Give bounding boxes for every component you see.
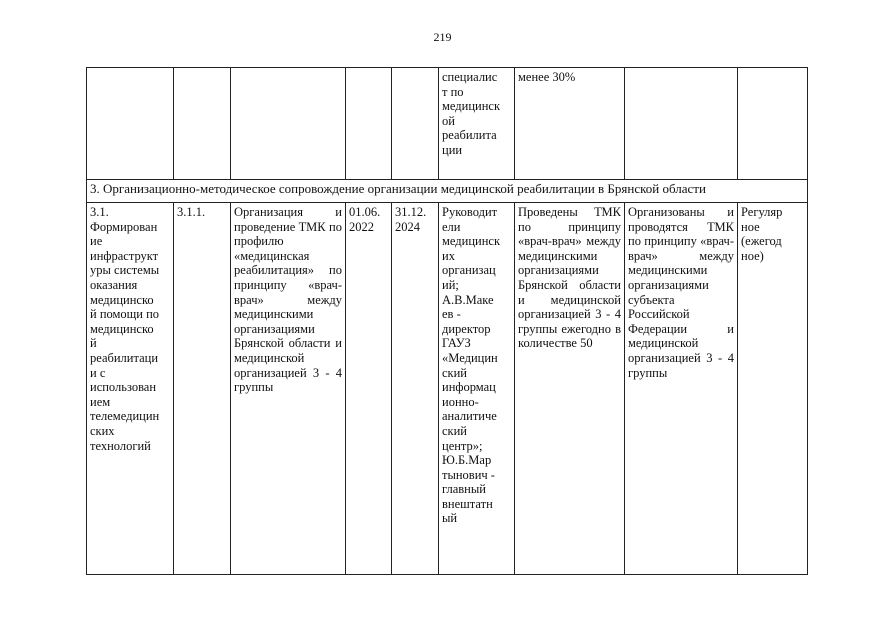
cell-empty: [625, 68, 738, 180]
section-title: 3. Организационно-методическое сопровождение организации медицинской реабилитации в Брянской области: [87, 180, 808, 203]
cell-code: 3.1.1.: [174, 203, 231, 575]
cell-start-date: 01.06. 2022: [346, 203, 392, 575]
cell-empty: [392, 68, 439, 180]
page-number: 219: [433, 30, 452, 44]
cell-result: менее 30%: [515, 68, 625, 180]
cell-periodicity: Регуляр ное (ежегод ное): [738, 203, 808, 575]
table-row-continuation: [87, 68, 808, 180]
cell-empty: [738, 68, 808, 180]
cell-responsible: специалис т по медицинск ой реабилита ции: [439, 68, 515, 180]
cell-empty: [346, 68, 392, 180]
cell-empty: [87, 68, 174, 180]
plan-table: [86, 67, 808, 575]
cell-responsible: Руководит ели медицинск их организац ий; А.В.Маке ев - директор ГАУЗ «Медицин ский информац ионно- аналитиче ский центр»; Ю.Б.Мар тынович - главный внештатн ый: [439, 203, 515, 575]
cell-empty: [231, 68, 346, 180]
cell-measure: 3.1. Формирован ие инфраструкт уры системы оказания медицинско й помощи по медицинско й реабилитаци и с использован ием телемедицин ских технологий: [87, 203, 174, 575]
table-row-measure: [87, 203, 808, 575]
cell-end-date: 31.12. 2024: [392, 203, 439, 575]
cell-target: Организованы и проводятся ТМК по принципу «врач-врач» между медицинскими организациями субъекта Российской Федерации и медицинской организацией 3 - 4 группы: [625, 203, 738, 575]
cell-action: Организация и проведение ТМК по профилю «медицинская реабилитация» по принципу «врач-врач» между медицинскими организациями Брянской области и медицинской организацией 3 - 4 группы: [231, 203, 346, 575]
table-row-section: [87, 180, 808, 203]
cell-result: Проведены ТМК по принципу «врач-врач» между медицинскими организациями Брянской области и медицинской организацией 3 - 4 группы ежегодно в количестве 50: [515, 203, 625, 575]
cell-empty: [174, 68, 231, 180]
